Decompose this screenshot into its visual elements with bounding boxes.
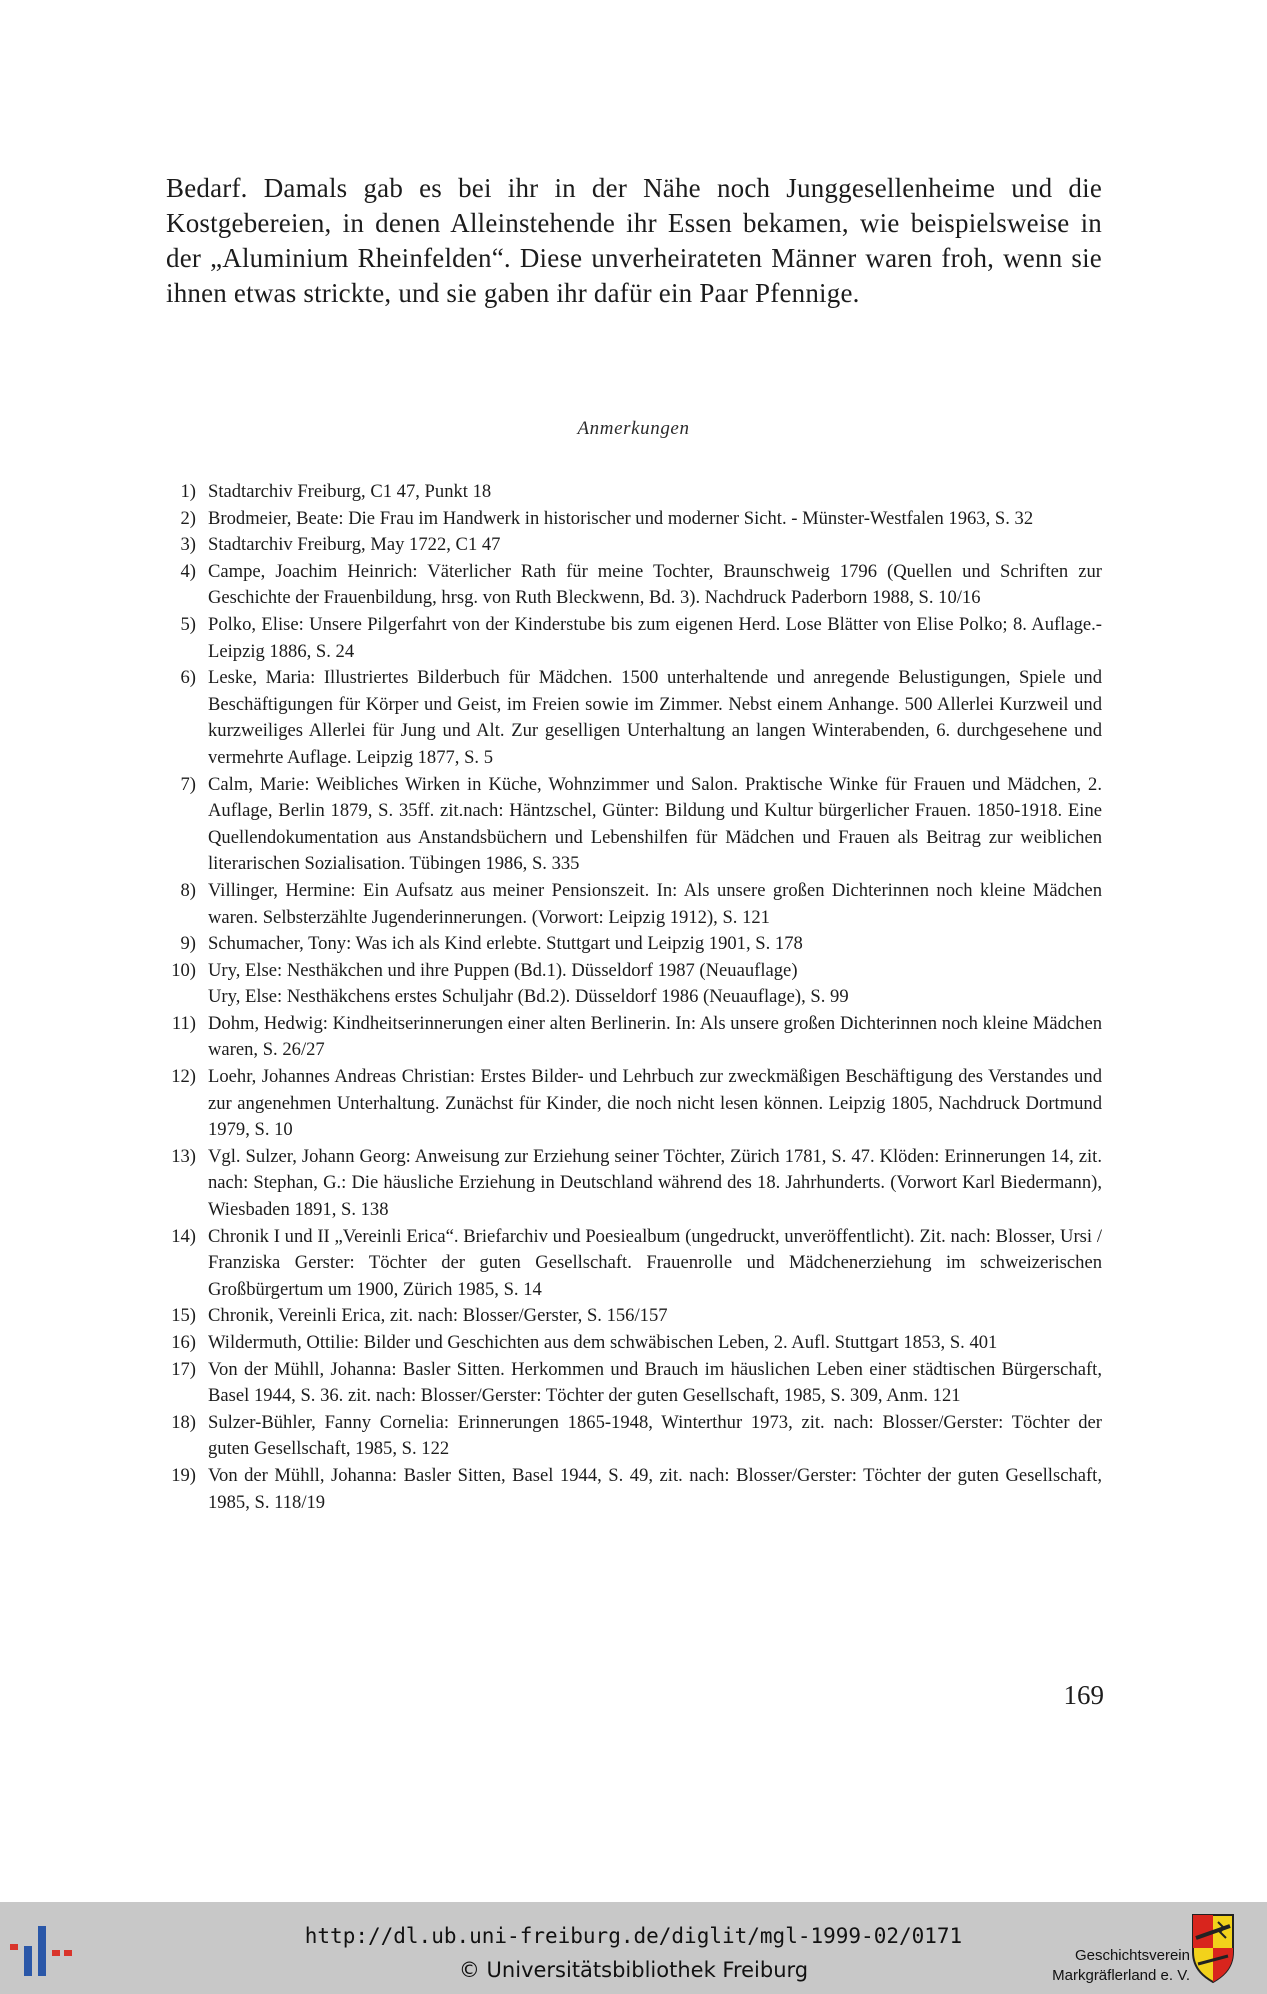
note-number: 13) (171, 1145, 196, 1167)
note-number: 19) (171, 1464, 196, 1486)
note-item (166, 559, 1102, 612)
note-item (166, 1330, 1102, 1357)
note-number: 12) (171, 1066, 196, 1088)
note-text: Wildermuth, Ottilie: Bilder und Geschichten aus dem schwäbischen Leben, 2. Aufl. Stuttgart 1853, S. 401 (208, 1332, 998, 1353)
note-text: Chronik I und II „Vereinli Erica“. Briefarchiv und Poesiealbum (ungedruckt, unveröffentlicht). Zit. nach: Blosser, Ursi / Franziska Gerster: Töchter der guten Gesellschaft. Frauenrolle und Mädchenerziehung im schweizerischen Großbürgertum um 1900, Zürich 1985, S. 14 (208, 1225, 1102, 1300)
note-number: 14) (171, 1225, 196, 1247)
note-text: Sulzer-Bühler, Fanny Cornelia: Erinnerungen 1865-1948, Winterthur 1973, zit. nach: Blosser/Gerster: Töchter der guten Gesellschaft, 1985, S. 122 (208, 1411, 1102, 1460)
note-item (166, 1224, 1102, 1304)
note-item (166, 958, 1102, 1011)
note-text: Polko, Elise: Unsere Pilgerfahrt von der Kinderstube bis zum eigenen Herd. Lose Blätter von Elise Polko; 8. Auflage.- Leipzig 1886, S. 24 (208, 613, 1102, 662)
note-number: 2) (180, 507, 196, 529)
note-text: Brodmeier, Beate: Die Frau im Handwerk in historischer und moderner Sicht. - Münster-Westfalen 1963, S. 32 (208, 507, 1034, 529)
note-number: 15) (171, 1305, 196, 1327)
note-text: Leske, Maria: Illustriertes Bilderbuch für Mädchen. 1500 unterhaltende und anregende Belustigungen, Spiele und Beschäftigungen für Körper und Geist, im Freien sowie im Zimmer. Nebst einem Anhange. 500 Allerlei Kurzweil und kurzweiliges Allerlei für Jung und Alt. Zur geselligen Unterhaltung an langen Winterabenden, 6. durchgesehene und vermehrte Auflage. Leipzig 1877, S. 5 (208, 667, 1102, 768)
note-item (166, 931, 1102, 958)
note-text: Ury, Else: Nesthäkchen und ihre Puppen (Bd.1). Düsseldorf 1987 (Neuauflage) (208, 959, 798, 981)
note-number: 18) (171, 1411, 196, 1433)
note-number: 1) (180, 481, 196, 502)
note-item (166, 1064, 1102, 1144)
page-number: 169 (1063, 1680, 1104, 1710)
note-text: Vgl. Sulzer, Johann Georg: Anweisung zur Erziehung seiner Töchter, Zürich 1781, S. 47. Klöden: Erinnerungen 14, zit. nach: Stephan, G.: Die häusliche Erziehung in Deutschland während des 18. Jahrhunderts. (Vorwort Karl Biedermann), Wiesbaden 1891, S. 138 (208, 1145, 1102, 1221)
note-text: Von der Mühll, Johanna: Basler Sitten. Herkommen und Brauch im häuslichen Leben einer städtischen Bürgerschaft, Basel 1944, S. 36. zit. nach: Blosser/Gerster: Töchter der guten Gesellschaft, 1985, S. 309, Anm. 121 (208, 1358, 1102, 1407)
note-number: 6) (180, 667, 196, 689)
note-number: 4) (180, 560, 196, 582)
note-text: Schumacher, Tony: Was ich als Kind erlebte. Stuttgart und Leipzig 1901, S. 178 (208, 933, 803, 955)
note-text: Calm, Marie: Weibliches Wirken in Küche, Wohnzimmer und Salon. Praktische Winke für Frauen und Mädchen, 2. Auflage, Berlin 1879, S. 35ff. zit.nach: Häntzschel, Günter: Bildung und Kultur bürgerlicher Frauen. 1850-1918. Eine Quellendokumentation aus Anstandsbüchern und Lebenshilfen für Mädchen und Frauen als Beitrag zur weiblichen literarischen Sozialisation. Tübingen 1986, S. 335 (208, 773, 1102, 875)
note-item (166, 1463, 1102, 1516)
note-text: Von der Mühll, Johanna: Basler Sitten, Basel 1944, S. 49, zit. nach: Blosser/Gerster: Töchter der guten Gesellschaft, 1985, S. 118/19 (208, 1464, 1102, 1513)
library-logo-icon (6, 1920, 78, 1976)
notes-list (166, 479, 1102, 1516)
note-text: Dohm, Hedwig: Kindheitserinnerungen einer alten Berlinerin. In: Als unsere großen Dichterinnen noch kleine Mädchen waren, S. 26/27 (208, 1012, 1102, 1061)
note-text: Loehr, Johannes Andreas Christian: Erstes Bilder- und Lehrbuch zur zweckmäßigen Beschäftigung des Verstandes und zur angenehmen Unterhaltung. Zunächst für Kinder, die noch nicht lesen können. Leipzig 1805, Nachdruck Dortmund 1979, S. 10 (208, 1066, 1102, 1141)
note-number: 10) (171, 959, 196, 981)
note-item (166, 1410, 1102, 1463)
note-number: 16) (171, 1332, 196, 1353)
note-number: 7) (180, 773, 196, 795)
note-item (166, 665, 1102, 771)
note-text: Stadtarchiv Freiburg, May 1722, C1 47 (208, 534, 501, 556)
note-number: 11) (171, 1012, 196, 1034)
note-item (166, 878, 1102, 931)
note-number: 8) (180, 879, 196, 901)
note-text: Stadtarchiv Freiburg, C1 47, Punkt 18 (208, 481, 492, 502)
note-item (166, 1357, 1102, 1410)
society-name-line1: Geschichtsverein (1074, 1947, 1190, 1964)
note-number: 5) (180, 613, 196, 635)
note-number: 9) (180, 933, 196, 955)
notes-heading: Anmerkungen (577, 418, 690, 439)
note-item (166, 1144, 1102, 1224)
society-name-line2: Markgräflerland e. V. (1052, 1967, 1190, 1984)
society-name (1010, 1946, 1190, 1986)
note-number: 3) (180, 534, 196, 556)
note-item (166, 612, 1102, 665)
note-item (166, 1011, 1102, 1064)
note-text: Villinger, Hermine: Ein Aufsatz aus meiner Pensionszeit. In: Als unsere großen Dichterinnen noch kleine Mädchen waren. Selbsterzählte Jugenderinnerungen. (Vorwort: Leipzig 1912), S. 121 (208, 879, 1102, 928)
note-item (166, 506, 1102, 533)
note-item (166, 479, 1102, 506)
note-item (166, 1303, 1102, 1330)
body-paragraph: Bedarf. Damals gab es bei ihr in der Nähe noch Junggesellenheime und die Kostgebereien, in denen Alleinstehende ihr Essen bekamen, wie beispielsweise in der „Aluminium Rheinfelden“. Diese unverheirateten Männer waren froh, wenn sie ihnen etwas strickte, und sie gaben ihr dafür ein Paar Pfennige. (166, 173, 1102, 308)
note-number: 17) (171, 1358, 196, 1380)
coat-of-arms-icon (1190, 1912, 1236, 1984)
note-item (166, 532, 1102, 559)
copyright-notice: © Universitätsbibliothek Freiburg (458, 1958, 809, 1982)
note-text: Ury, Else: Nesthäkchens erstes Schuljahr (Bd.2). Düsseldorf 1986 (Neuauflage), S. 99 (208, 986, 849, 1008)
note-item (166, 772, 1102, 878)
document-url[interactable]: http://dl.ub.uni-freiburg.de/diglit/mgl-1999-02/0171 (304, 1924, 963, 1948)
note-text: Campe, Joachim Heinrich: Väterlicher Rath für meine Tochter, Braunschweig 1796 (Quellen und Schriften zur Geschichte der Frauenbildung, hrsg. von Ruth Bleckwenn, Bd. 3). Nachdruck Paderborn 1988, S. 10/16 (208, 560, 1102, 609)
viewer-footer (0, 1902, 1267, 1994)
note-text: Chronik, Vereinli Erica, zit. nach: Blosser/Gerster, S. 156/157 (208, 1305, 668, 1327)
